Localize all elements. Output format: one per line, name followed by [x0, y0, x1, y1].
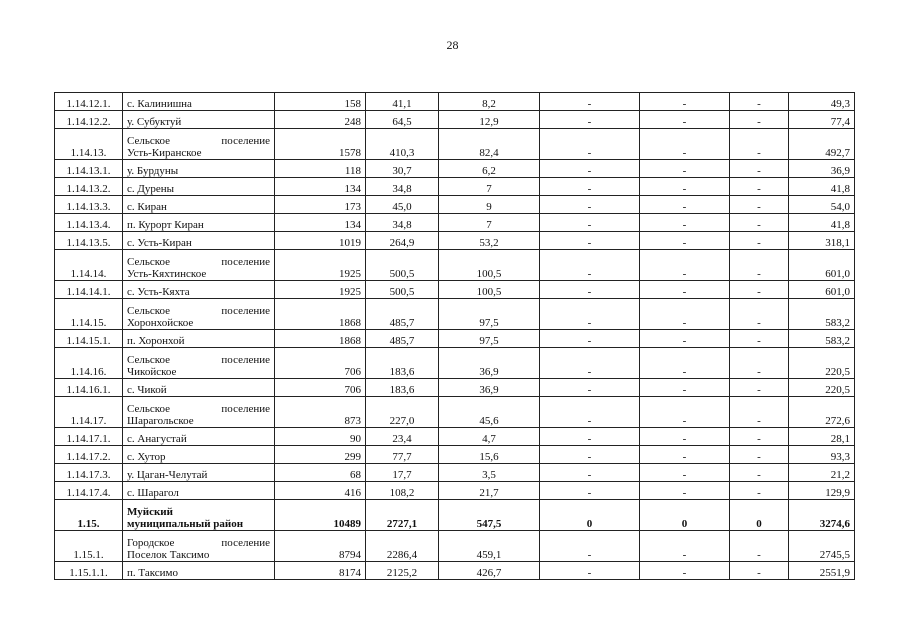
row-name: [123, 348, 275, 379]
row-name-line2: Чикойское: [127, 366, 177, 378]
row-population: 173: [275, 196, 366, 214]
row-value-6: -: [730, 562, 789, 580]
row-value-2: 183,6: [366, 348, 439, 379]
row-code: 1.14.13.5.: [55, 232, 123, 250]
row-code: 1.15.: [55, 500, 123, 531]
row-value-3: 12,9: [439, 111, 540, 129]
row-value-4: -: [540, 464, 640, 482]
row-value-4: -: [540, 281, 640, 299]
row-value-3: 7: [439, 178, 540, 196]
row-value-2: 108,2: [366, 482, 439, 500]
page-number: 28: [446, 38, 459, 52]
row-value-2: 64,5: [366, 111, 439, 129]
row-total: 41,8: [789, 214, 855, 232]
table-row: [55, 397, 855, 428]
row-total: 2551,9: [789, 562, 855, 580]
row-value-5: -: [640, 93, 730, 111]
row-total: 93,3: [789, 446, 855, 464]
row-code: 1.14.12.2.: [55, 111, 123, 129]
row-value-5: -: [640, 299, 730, 330]
table-row: [55, 482, 855, 500]
row-value-2: 30,7: [366, 160, 439, 178]
row-value-5: -: [640, 348, 730, 379]
row-value-4: -: [540, 299, 640, 330]
row-code: 1.14.17.3.: [55, 464, 123, 482]
row-value-2: 77,7: [366, 446, 439, 464]
row-value-6: -: [730, 250, 789, 281]
row-value-3: 100,5: [439, 250, 540, 281]
row-name: [123, 250, 275, 281]
row-value-2: 183,6: [366, 379, 439, 397]
row-value-5: -: [640, 562, 730, 580]
row-name-line1-left: Городское: [127, 537, 175, 549]
row-population: 158: [275, 93, 366, 111]
row-total: 583,2: [789, 330, 855, 348]
row-population: 8174: [275, 562, 366, 580]
table-row: [55, 214, 855, 232]
row-total: 28,1: [789, 428, 855, 446]
row-population: 1578: [275, 129, 366, 160]
row-name-line2: муниципальный район: [127, 518, 244, 530]
row-value-6: -: [730, 482, 789, 500]
row-value-5: 0: [640, 500, 730, 531]
row-value-2: 227,0: [366, 397, 439, 428]
row-name: с. Анагустай: [123, 428, 275, 446]
row-value-3: 7: [439, 214, 540, 232]
row-total: 3274,6: [789, 500, 855, 531]
row-population: 248: [275, 111, 366, 129]
row-value-6: -: [730, 214, 789, 232]
row-total: 36,9: [789, 160, 855, 178]
row-name: с. Дурены: [123, 178, 275, 196]
row-name: с. Усть-Кяхта: [123, 281, 275, 299]
row-name: с. Калинишна: [123, 93, 275, 111]
table-body: [55, 93, 855, 580]
row-value-4: -: [540, 482, 640, 500]
row-value-2: 500,5: [366, 281, 439, 299]
table-row: [55, 299, 855, 330]
row-value-5: -: [640, 178, 730, 196]
row-value-3: 4,7: [439, 428, 540, 446]
row-name: [123, 500, 275, 531]
row-name-line2: Шарагольское: [127, 415, 194, 427]
row-value-2: 45,0: [366, 196, 439, 214]
row-name: с. Чикой: [123, 379, 275, 397]
row-code: 1.15.1.: [55, 531, 123, 562]
data-table: [54, 92, 855, 580]
row-value-4: -: [540, 129, 640, 160]
row-value-3: 21,7: [439, 482, 540, 500]
row-value-6: -: [730, 397, 789, 428]
row-value-6: -: [730, 129, 789, 160]
row-value-6: -: [730, 111, 789, 129]
row-code: 1.14.17.: [55, 397, 123, 428]
row-value-3: 15,6: [439, 446, 540, 464]
row-value-6: -: [730, 464, 789, 482]
row-name-line2: Усть-Киранское: [127, 147, 202, 159]
row-code: 1.14.14.1.: [55, 281, 123, 299]
row-value-4: -: [540, 214, 640, 232]
row-value-4: -: [540, 562, 640, 580]
row-value-4: -: [540, 330, 640, 348]
row-total: 2745,5: [789, 531, 855, 562]
row-total: 601,0: [789, 281, 855, 299]
row-population: 68: [275, 464, 366, 482]
row-value-5: -: [640, 214, 730, 232]
row-population: 8794: [275, 531, 366, 562]
row-code: 1.14.13.4.: [55, 214, 123, 232]
row-name: п. Хоронхой: [123, 330, 275, 348]
row-total: 492,7: [789, 129, 855, 160]
row-value-4: -: [540, 111, 640, 129]
row-population: 1868: [275, 330, 366, 348]
row-name-line1-right: поселение: [221, 256, 270, 268]
row-value-3: 97,5: [439, 299, 540, 330]
row-total: 220,5: [789, 379, 855, 397]
row-name: с. Шарагол: [123, 482, 275, 500]
row-value-3: 36,9: [439, 348, 540, 379]
row-value-3: 53,2: [439, 232, 540, 250]
row-value-4: -: [540, 232, 640, 250]
row-code: 1.14.12.1.: [55, 93, 123, 111]
table-row: [55, 250, 855, 281]
row-value-2: 34,8: [366, 178, 439, 196]
table-row: [55, 531, 855, 562]
row-name: с. Усть-Киран: [123, 232, 275, 250]
row-value-2: 485,7: [366, 330, 439, 348]
row-value-2: 500,5: [366, 250, 439, 281]
row-name-line1-right: поселение: [221, 537, 270, 549]
row-code: 1.14.17.2.: [55, 446, 123, 464]
row-total: 129,9: [789, 482, 855, 500]
row-value-6: -: [730, 531, 789, 562]
row-value-2: 410,3: [366, 129, 439, 160]
row-name-line2: Поселок Таксимо: [127, 549, 210, 561]
row-value-4: -: [540, 93, 640, 111]
row-value-5: -: [640, 379, 730, 397]
row-population: 90: [275, 428, 366, 446]
row-name-line2: Хоронхойское: [127, 317, 194, 329]
row-value-4: -: [540, 446, 640, 464]
row-name-line1-left: Сельское: [127, 135, 171, 147]
row-value-2: 23,4: [366, 428, 439, 446]
row-code: 1.14.17.1.: [55, 428, 123, 446]
row-value-5: -: [640, 428, 730, 446]
row-value-5: -: [640, 250, 730, 281]
row-value-6: 0: [730, 500, 789, 531]
row-value-3: 82,4: [439, 129, 540, 160]
table-row: [55, 281, 855, 299]
row-value-6: -: [730, 93, 789, 111]
row-total: 41,8: [789, 178, 855, 196]
table-row: [55, 379, 855, 397]
table-row: [55, 196, 855, 214]
row-population: 1868: [275, 299, 366, 330]
row-name-line1-left: Сельское: [127, 403, 171, 415]
row-value-2: 41,1: [366, 93, 439, 111]
table-row: [55, 348, 855, 379]
row-total: 54,0: [789, 196, 855, 214]
row-code: 1.14.16.: [55, 348, 123, 379]
row-total: 21,2: [789, 464, 855, 482]
row-value-2: 34,8: [366, 214, 439, 232]
row-value-3: 547,5: [439, 500, 540, 531]
row-value-4: -: [540, 428, 640, 446]
row-value-3: 9: [439, 196, 540, 214]
row-value-3: 3,5: [439, 464, 540, 482]
row-population: 134: [275, 178, 366, 196]
row-total: 272,6: [789, 397, 855, 428]
row-code: 1.14.13.1.: [55, 160, 123, 178]
row-population: 118: [275, 160, 366, 178]
row-value-4: -: [540, 160, 640, 178]
row-total: 49,3: [789, 93, 855, 111]
row-value-4: -: [540, 531, 640, 562]
row-total: 583,2: [789, 299, 855, 330]
row-name: у. Бурдуны: [123, 160, 275, 178]
row-code: 1.14.13.: [55, 129, 123, 160]
row-value-5: -: [640, 281, 730, 299]
row-name: с. Киран: [123, 196, 275, 214]
row-value-5: -: [640, 482, 730, 500]
row-total: 318,1: [789, 232, 855, 250]
row-value-4: 0: [540, 500, 640, 531]
row-code: 1.14.14.: [55, 250, 123, 281]
row-population: 706: [275, 348, 366, 379]
row-name: [123, 531, 275, 562]
row-value-6: -: [730, 232, 789, 250]
row-population: 1925: [275, 250, 366, 281]
row-code: 1.15.1.1.: [55, 562, 123, 580]
row-total: 220,5: [789, 348, 855, 379]
row-value-4: -: [540, 379, 640, 397]
row-name-line1-left: Муйский: [127, 506, 173, 518]
row-population: 706: [275, 379, 366, 397]
row-population: 1019: [275, 232, 366, 250]
row-value-4: -: [540, 178, 640, 196]
row-name-line1-left: Сельское: [127, 256, 171, 268]
row-value-6: -: [730, 428, 789, 446]
table-row: [55, 93, 855, 111]
row-value-4: -: [540, 250, 640, 281]
row-value-5: -: [640, 111, 730, 129]
row-value-2: 264,9: [366, 232, 439, 250]
row-code: 1.14.16.1.: [55, 379, 123, 397]
table-row: [55, 446, 855, 464]
table-row: [55, 160, 855, 178]
row-value-3: 97,5: [439, 330, 540, 348]
table-row: [55, 562, 855, 580]
table-row: [55, 232, 855, 250]
row-value-6: -: [730, 196, 789, 214]
row-value-3: 45,6: [439, 397, 540, 428]
row-population: 873: [275, 397, 366, 428]
row-value-6: -: [730, 446, 789, 464]
row-population: 1925: [275, 281, 366, 299]
row-value-6: -: [730, 178, 789, 196]
row-value-3: 459,1: [439, 531, 540, 562]
row-value-6: -: [730, 379, 789, 397]
row-value-5: -: [640, 464, 730, 482]
row-name: с. Хутор: [123, 446, 275, 464]
row-name-line1-left: Сельское: [127, 354, 171, 366]
row-code: 1.14.15.: [55, 299, 123, 330]
table-row: [55, 330, 855, 348]
row-name: [123, 129, 275, 160]
table-row: [55, 464, 855, 482]
row-value-6: -: [730, 299, 789, 330]
row-name-line1-right: поселение: [221, 135, 270, 147]
row-total: 77,4: [789, 111, 855, 129]
row-name: [123, 299, 275, 330]
row-population: 416: [275, 482, 366, 500]
row-population: 299: [275, 446, 366, 464]
row-value-3: 100,5: [439, 281, 540, 299]
row-value-2: 485,7: [366, 299, 439, 330]
row-value-6: -: [730, 348, 789, 379]
row-name-line2: Усть-Кяхтинское: [127, 268, 207, 280]
row-value-6: -: [730, 330, 789, 348]
row-value-3: 8,2: [439, 93, 540, 111]
row-value-5: -: [640, 196, 730, 214]
row-value-4: -: [540, 196, 640, 214]
row-name: [123, 397, 275, 428]
row-value-5: -: [640, 446, 730, 464]
row-code: 1.14.13.3.: [55, 196, 123, 214]
table-row: [55, 111, 855, 129]
row-population: 10489: [275, 500, 366, 531]
row-code: 1.14.15.1.: [55, 330, 123, 348]
row-name: у. Субуктуй: [123, 111, 275, 129]
table-row: [55, 428, 855, 446]
row-value-5: -: [640, 397, 730, 428]
row-code: 1.14.13.2.: [55, 178, 123, 196]
table-row: [55, 500, 855, 531]
row-name: п. Таксимо: [123, 562, 275, 580]
row-value-3: 426,7: [439, 562, 540, 580]
row-value-2: 17,7: [366, 464, 439, 482]
row-name: п. Курорт Киран: [123, 214, 275, 232]
row-value-6: -: [730, 160, 789, 178]
row-value-2: 2286,4: [366, 531, 439, 562]
row-value-5: -: [640, 531, 730, 562]
table-row: [55, 129, 855, 160]
row-name-line1-right: поселение: [221, 403, 270, 415]
row-value-2: 2727,1: [366, 500, 439, 531]
row-value-5: -: [640, 160, 730, 178]
row-value-6: -: [730, 281, 789, 299]
row-name-line1-right: поселение: [221, 305, 270, 317]
row-value-5: -: [640, 232, 730, 250]
row-value-5: -: [640, 129, 730, 160]
row-total: 601,0: [789, 250, 855, 281]
row-name-line1-right: поселение: [221, 354, 270, 366]
row-code: 1.14.17.4.: [55, 482, 123, 500]
row-name-line1-left: Сельское: [127, 305, 171, 317]
row-value-5: -: [640, 330, 730, 348]
row-value-3: 6,2: [439, 160, 540, 178]
row-name: у. Цаган-Челутай: [123, 464, 275, 482]
row-population: 134: [275, 214, 366, 232]
row-value-4: -: [540, 348, 640, 379]
row-value-4: -: [540, 397, 640, 428]
row-value-2: 2125,2: [366, 562, 439, 580]
row-value-3: 36,9: [439, 379, 540, 397]
table-row: [55, 178, 855, 196]
